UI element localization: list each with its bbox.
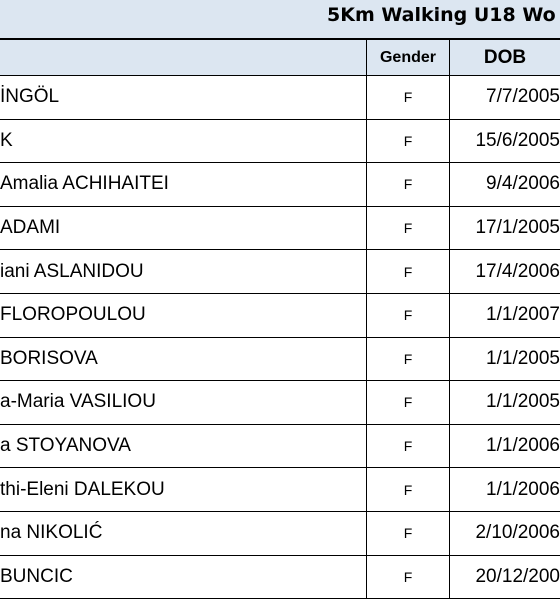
athlete-name-cell[interactable]: a-Maria VASILIOU (0, 391, 156, 413)
athlete-name-cell[interactable]: Amalia ACHIHAITEI (0, 173, 169, 195)
athlete-name-cell[interactable]: FLOROPOULOU (0, 304, 146, 326)
sheet-title: 5Km Walking U18 Wo (327, 4, 556, 26)
dob-cell[interactable]: 7/7/2005 (486, 86, 560, 108)
table-row[interactable] (0, 556, 560, 600)
athlete-table (0, 76, 560, 599)
athlete-name-cell[interactable]: İNGÖL (0, 86, 60, 108)
table-header (0, 40, 560, 76)
table-row[interactable] (0, 250, 560, 294)
athlete-name-cell[interactable]: thi-Eleni DALEKOU (0, 478, 165, 500)
athlete-name-cell[interactable]: na NIKOLIĆ (0, 522, 103, 544)
dob-cell[interactable]: 1/1/2005 (486, 347, 560, 369)
dob-header[interactable]: DOB (483, 47, 527, 68)
gender-header[interactable]: Gender (379, 49, 436, 66)
athlete-name-cell[interactable]: K (0, 129, 13, 151)
table-row[interactable] (0, 338, 560, 382)
athlete-name-cell[interactable]: iani ASLANIDOU (0, 260, 144, 282)
gender-cell[interactable]: F (403, 481, 413, 498)
title-bar (0, 0, 560, 40)
dob-cell[interactable]: 1/1/2006 (486, 435, 560, 457)
dob-cell[interactable]: 20/12/200 (475, 565, 560, 587)
athlete-name-cell[interactable]: BORISOVA (0, 347, 98, 369)
table-row[interactable] (0, 294, 560, 338)
table-row[interactable] (0, 381, 560, 425)
gender-cell[interactable]: F (403, 525, 413, 542)
gender-cell[interactable]: F (403, 438, 413, 455)
gender-cell[interactable]: F (403, 394, 413, 411)
gender-cell[interactable]: F (403, 307, 413, 324)
table-row[interactable] (0, 468, 560, 512)
gender-cell[interactable]: F (403, 220, 413, 237)
gender-cell[interactable]: F (403, 176, 413, 193)
dob-cell[interactable]: 15/6/2005 (475, 129, 560, 151)
gender-cell[interactable]: F (403, 89, 413, 106)
dob-cell[interactable]: 1/1/2005 (486, 391, 560, 413)
table-row[interactable] (0, 120, 560, 164)
dob-cell[interactable]: 17/1/2005 (475, 217, 560, 239)
table-row[interactable] (0, 76, 560, 120)
dob-cell[interactable]: 2/10/2006 (475, 522, 560, 544)
table-row[interactable] (0, 425, 560, 469)
table-row[interactable] (0, 512, 560, 556)
dob-cell[interactable]: 1/1/2006 (486, 478, 560, 500)
gender-cell[interactable]: F (403, 263, 413, 280)
athlete-name-cell[interactable]: ADAMI (0, 217, 61, 239)
dob-cell[interactable]: 17/4/2006 (475, 260, 560, 282)
athlete-name-cell[interactable]: BUNCIC (0, 565, 73, 587)
gender-cell[interactable]: F (403, 350, 413, 367)
table-row[interactable] (0, 163, 560, 207)
table-row[interactable] (0, 207, 560, 251)
gender-cell[interactable]: F (403, 132, 413, 149)
dob-cell[interactable]: 1/1/2007 (486, 304, 560, 326)
gender-cell[interactable]: F (403, 568, 413, 585)
athlete-name-cell[interactable]: a STOYANOVA (0, 435, 131, 457)
dob-cell[interactable]: 9/4/2006 (486, 173, 560, 195)
